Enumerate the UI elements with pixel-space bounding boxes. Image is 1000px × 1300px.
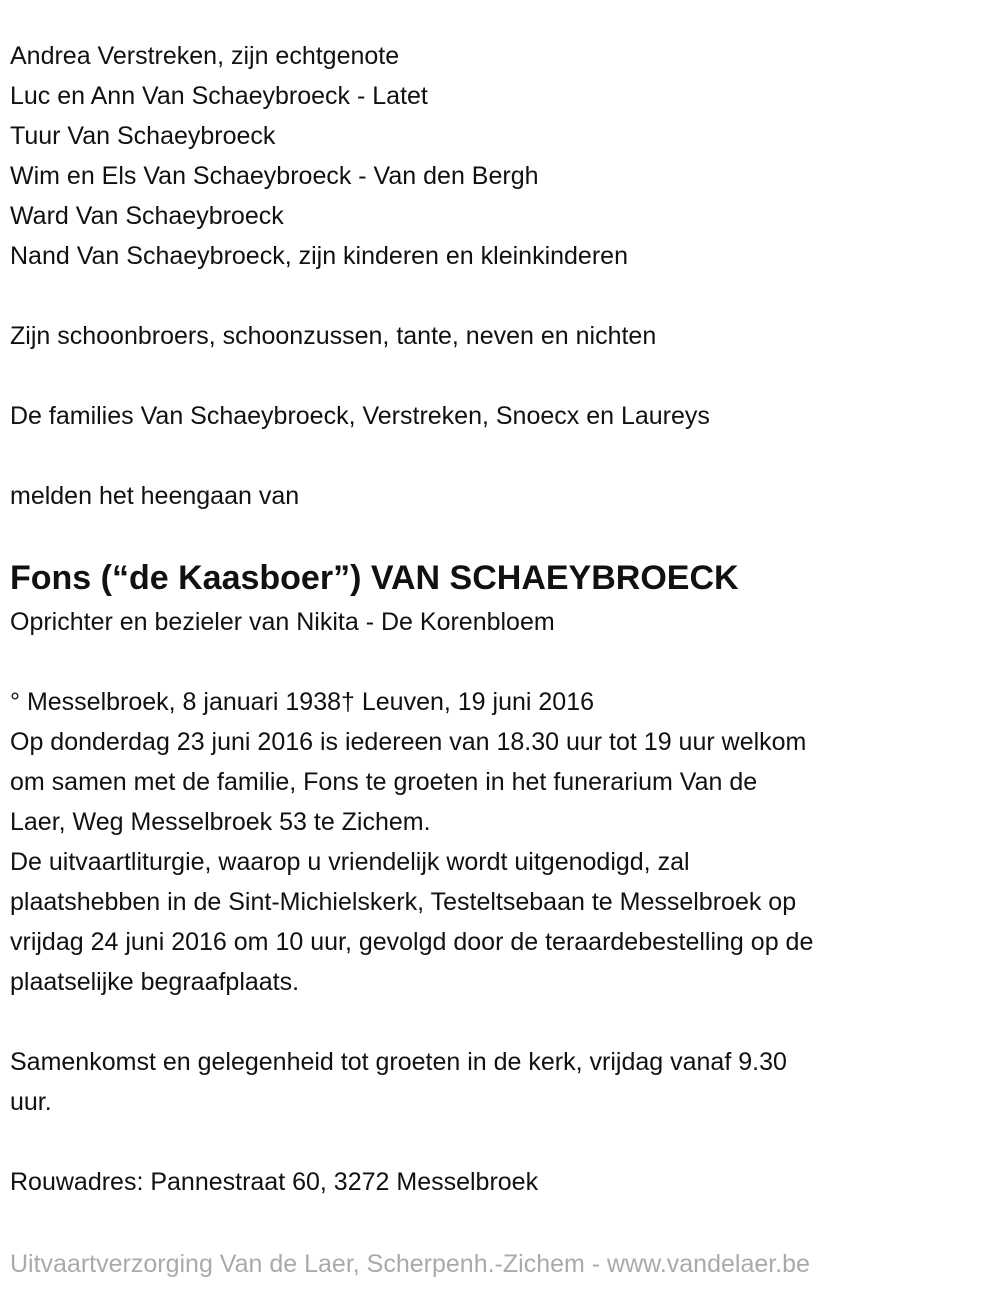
- family-line: Tuur Van Schaeybroeck: [10, 122, 276, 150]
- family-line: Nand Van Schaeybroeck, zijn kinderen en kleinkinderen: [10, 242, 628, 270]
- funeral-home-footer: Uitvaartverzorging Van de Laer, Scherpenh.-Zichem - www.vandelaer.be: [10, 1250, 810, 1278]
- family-line: Luc en Ann Van Schaeybroeck - Latet: [10, 82, 428, 110]
- families-line: De families Van Schaeybroeck, Verstreken, Snoecx en Laureys: [10, 402, 710, 430]
- relatives-line: Zijn schoonbroers, schoonzussen, tante, neven en nichten: [10, 322, 657, 350]
- family-line: Ward Van Schaeybroeck: [10, 202, 284, 230]
- deceased-name: Fons (“de Kaasboer”) VAN SCHAEYBROECK: [10, 559, 739, 597]
- details-line: vrijdag 24 juni 2016 om 10 uur, gevolgd door de teraardebestelling op de: [10, 928, 814, 956]
- details-line: plaatselijke begraafplaats.: [10, 968, 300, 996]
- announce-line: melden het heengaan van: [10, 482, 300, 510]
- gathering-line: uur.: [10, 1088, 52, 1116]
- details-line: Laer, Weg Messelbroek 53 te Zichem.: [10, 808, 431, 836]
- family-line: Andrea Verstreken, zijn echtgenote: [10, 42, 400, 70]
- dates-line: ° Messelbroek, 8 januari 1938† Leuven, 19 juni 2016: [10, 688, 595, 716]
- gathering-line: Samenkomst en gelegenheid tot groeten in de kerk, vrijdag vanaf 9.30: [10, 1048, 787, 1076]
- details-line: Op donderdag 23 juni 2016 is iedereen van 18.30 uur tot 19 uur welkom: [10, 728, 807, 756]
- subtitle: Oprichter en bezieler van Nikita - De Korenbloem: [10, 608, 555, 636]
- address-line: Rouwadres: Pannestraat 60, 3272 Messelbroek: [10, 1168, 539, 1196]
- details-line: De uitvaartliturgie, waarop u vriendelijk wordt uitgenodigd, zal: [10, 848, 690, 876]
- family-line: Wim en Els Van Schaeybroeck - Van den Bergh: [10, 162, 539, 190]
- details-line: plaatshebben in de Sint-Michielskerk, Testeltsebaan te Messelbroek op: [10, 888, 797, 916]
- obituary-document: [10, 36, 995, 1202]
- details-line: om samen met de familie, Fons te groeten in het funerarium Van de: [10, 768, 758, 796]
